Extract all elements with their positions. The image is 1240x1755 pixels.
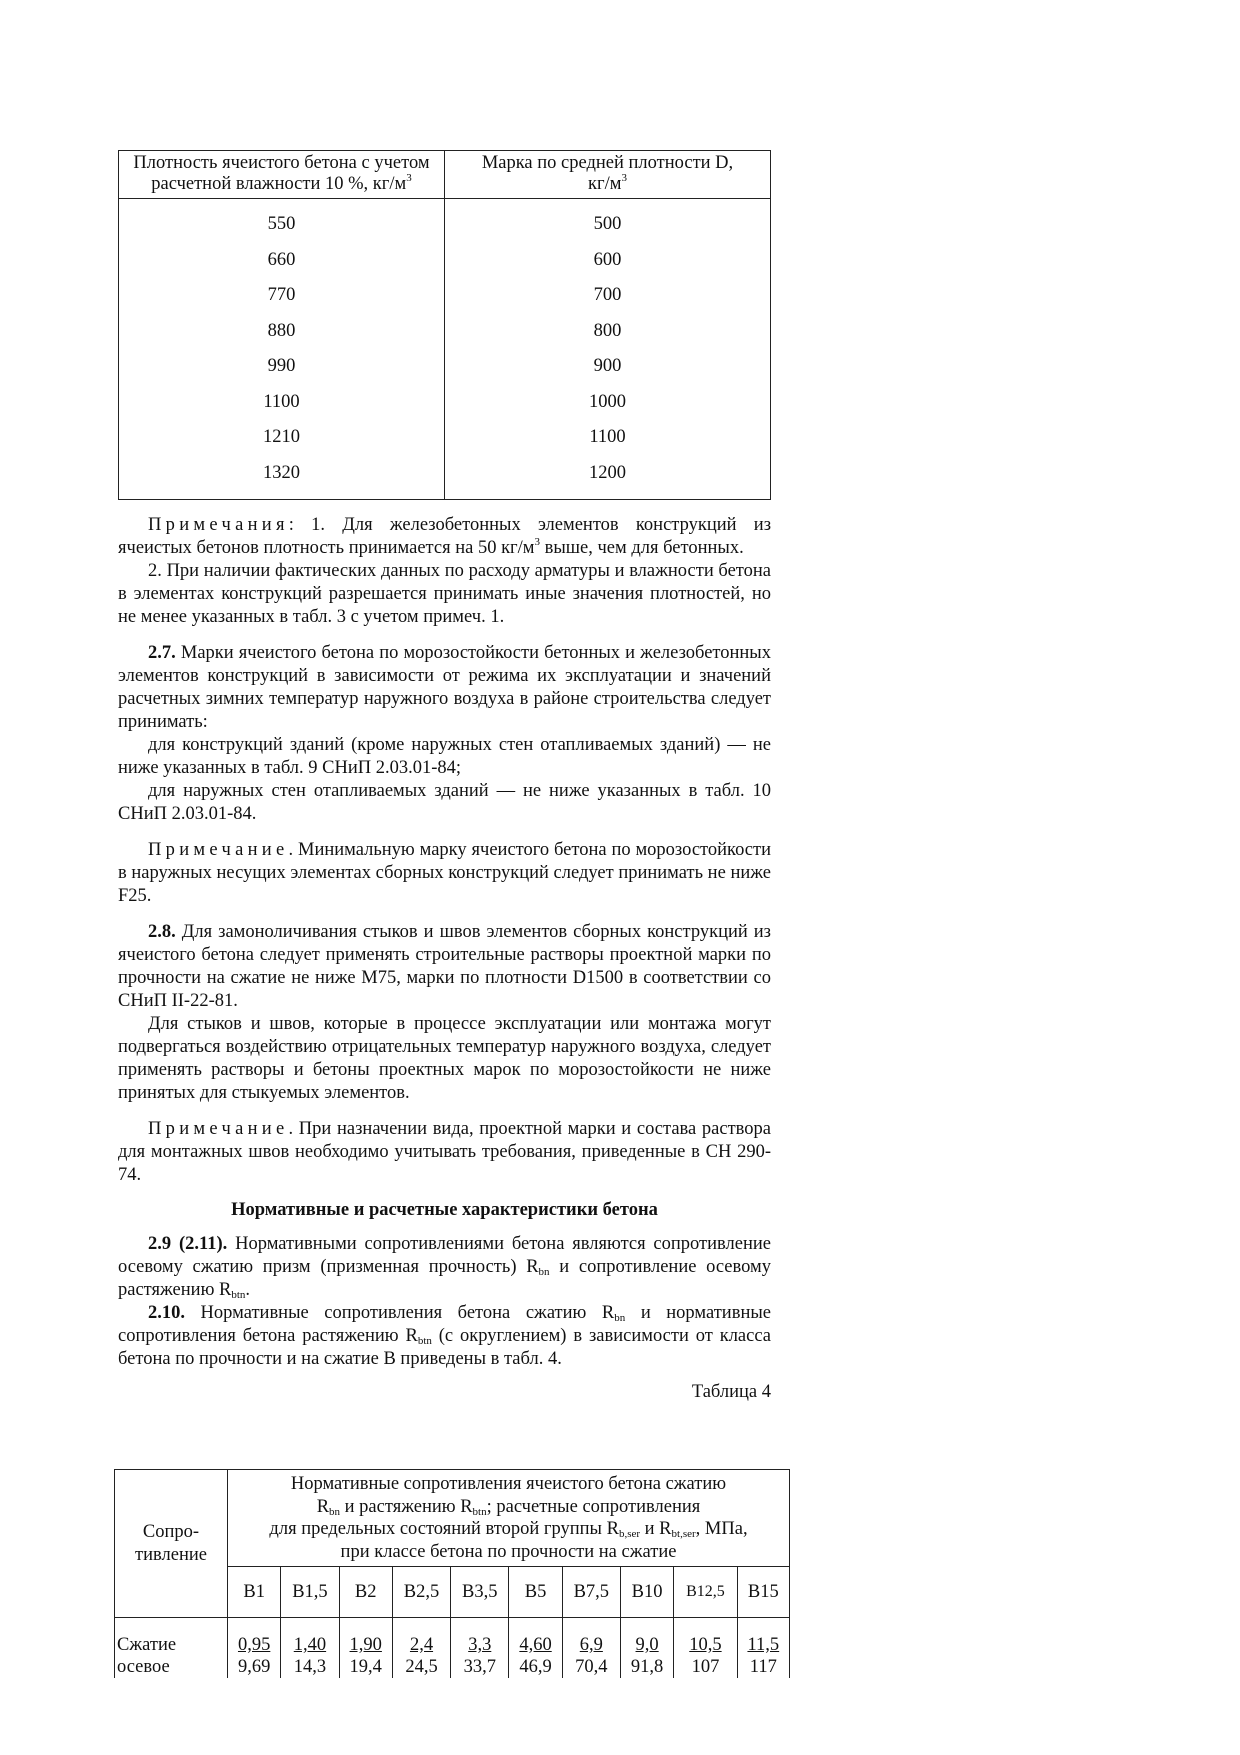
density-cell: 1100 xyxy=(119,385,445,421)
resistance-corner-cell: Сопро- тивление xyxy=(115,1470,228,1618)
value-cell: 1,40 14,3 xyxy=(281,1618,339,1679)
density-cell: 1210 xyxy=(119,420,445,456)
class-cell: B1 xyxy=(228,1567,281,1618)
grade-cell: 1100 xyxy=(445,420,771,456)
grade-cell: 800 xyxy=(445,314,771,350)
density-cell: 770 xyxy=(119,278,445,314)
class-cell: B15 xyxy=(737,1567,789,1618)
value-cell: 10,5 107 xyxy=(674,1618,737,1679)
note-label: Примечание xyxy=(148,840,289,860)
class-cell: B3,5 xyxy=(451,1567,509,1618)
density-header-col2: Марка по средней плотности D, $кг/м^3$ xyxy=(445,151,771,199)
density-table xyxy=(118,150,771,500)
section-number: 2.9 (2.11). xyxy=(148,1234,228,1254)
density-cell: 1320 xyxy=(119,456,445,500)
document-page xyxy=(118,150,771,1412)
class-cell: B5 xyxy=(509,1567,562,1618)
value-cell: 11,5 117 xyxy=(737,1618,789,1679)
grade-cell: 500 xyxy=(445,199,771,243)
value-cell: 0,95 9,69 xyxy=(228,1618,281,1679)
note-2: Примечание. Минимальную марку ячеистого бетона по морозостойкости в наружных несущих элементах сборных конструкций следует принимать не ниже F25. xyxy=(118,840,771,906)
density-cell: 990 xyxy=(119,349,445,385)
resistance-table xyxy=(114,1469,790,1678)
notes-paragraph-1: Примечания: 1. Для железобетонных элементов конструкций из ячеистых бетонов плотность принимается на 50 $кг/м^3$ выше, чем для бетонных. xyxy=(118,515,771,558)
table-row xyxy=(119,420,771,456)
table-row xyxy=(119,385,771,421)
grade-cell: 1000 xyxy=(445,385,771,421)
value-cell: 4,60 46,9 xyxy=(509,1618,562,1679)
section-number: 2.8. xyxy=(148,922,176,942)
density-cell: 880 xyxy=(119,314,445,350)
table-caption: Таблица 4 xyxy=(691,1382,771,1402)
value-cell: 1,90 19,4 xyxy=(339,1618,392,1679)
class-cell: B2,5 xyxy=(392,1567,450,1618)
class-cell: B2 xyxy=(339,1567,392,1618)
density-table-header xyxy=(119,151,771,199)
density-cell: 550 xyxy=(119,199,445,243)
grade-cell: 1200 xyxy=(445,456,771,500)
table-row xyxy=(115,1618,790,1679)
resistance-header-cell: Нормативные сопротивления ячеистого бетона сжатию $R_{bn}$ и растяжению $R_{btn}$; расчетные сопротивления для предельных состояний второй группы $R_{b,ser}$ и $R_{bt,ser}$, МПа, при классе бетона по прочности на сжатие xyxy=(228,1470,790,1567)
class-cell: B1,5 xyxy=(281,1567,339,1618)
density-header-col1: Плотность ячеистого бетона с учетом расчетной влажности 10 %, $кг/м^3$ xyxy=(119,151,445,199)
section-2-7-item-1: для конструкций зданий (кроме наружных стен отапливаемых зданий) — не ниже указанных в табл. 9 СНиП 2.03.01-84; xyxy=(118,735,771,778)
section-2-8: 2.8. Для замоноличивания стыков и швов элементов сборных конструкций из ячеистого бетона следует применять строительные растворы проектной марки по прочности на сжатие не ниже М75, марки по плотности D1500 в соответствии со СНиП II-22-81. xyxy=(118,922,771,1011)
grade-cell: 700 xyxy=(445,278,771,314)
section-2-7: 2.7. Марки ячеистого бетона по морозостойкости бетонных и железобетонных элементов конструкций в зависимости от режима их эксплуатации и значений расчетных зимних температур наружного воздуха в районе строительства следует принимать: xyxy=(118,643,771,732)
table-row xyxy=(119,278,771,314)
class-cell: B7,5 xyxy=(562,1567,620,1618)
value-cell: 9,0 91,8 xyxy=(620,1618,673,1679)
row-label: Сжатие осевое xyxy=(115,1618,228,1679)
note-3: Примечание. При назначении вида, проектной марки и состава раствора для монтажных швов необходимо учитывать требования, приведенные в СН 290-74. xyxy=(118,1119,771,1185)
value-cell: 2,4 24,5 xyxy=(392,1618,450,1679)
notes-paragraph-2: 2. При наличии фактических данных по расходу арматуры и влажности бетона в элементах конструкций разрешается принимать иные значения плотностей, но не менее указанных в табл. 3 с учетом примеч. 1. xyxy=(118,561,771,627)
section-2-9: 2.9 (2.11). Нормативными сопротивлениями бетона являются сопротивление осевому сжатию призм (призменная прочность) $R_{bn}$ и сопротивление осевому растяжению $R_{btn}$. xyxy=(118,1234,771,1301)
grade-cell: 900 xyxy=(445,349,771,385)
table-row xyxy=(119,243,771,279)
table-row xyxy=(119,456,771,500)
table-row xyxy=(119,349,771,385)
value-cell: 3,3 33,7 xyxy=(451,1618,509,1679)
table-row xyxy=(119,314,771,350)
grade-cell: 600 xyxy=(445,243,771,279)
section-2-7-item-2: для наружных стен отапливаемых зданий — не ниже указанных в табл. 10 СНиП 2.03.01-84. xyxy=(118,781,771,824)
section-number: 2.7. xyxy=(148,643,176,663)
resistance-table-header xyxy=(115,1470,790,1567)
section-2-8-paragraph-2: Для стыков и швов, которые в процессе эксплуатации или монтажа могут подвергаться воздействию отрицательных температур наружного воздуха, следует применять растворы и бетоны проектных марок по морозостойкости не ниже принятых для стыкуемых элементов. xyxy=(118,1014,771,1103)
class-cell: B12,5 xyxy=(674,1567,737,1618)
class-cell: B10 xyxy=(620,1567,673,1618)
section-heading: Нормативные и расчетные характеристики бетона xyxy=(231,1200,658,1220)
notes-label: Примечания xyxy=(148,515,289,535)
density-cell: 660 xyxy=(119,243,445,279)
section-number: 2.10. xyxy=(148,1303,185,1323)
note-label: Примечание xyxy=(148,1119,289,1139)
section-2-10: 2.10. Нормативные сопротивления бетона сжатию $R_{bn}$ и нормативные сопротивления бетона растяжению $R_{btn}$ (с округлением) в зависимости от класса бетона по прочности и на сжатие В приведены в табл. 4. xyxy=(118,1303,771,1369)
table-row xyxy=(119,199,771,243)
value-cell: 6,9 70,4 xyxy=(562,1618,620,1679)
